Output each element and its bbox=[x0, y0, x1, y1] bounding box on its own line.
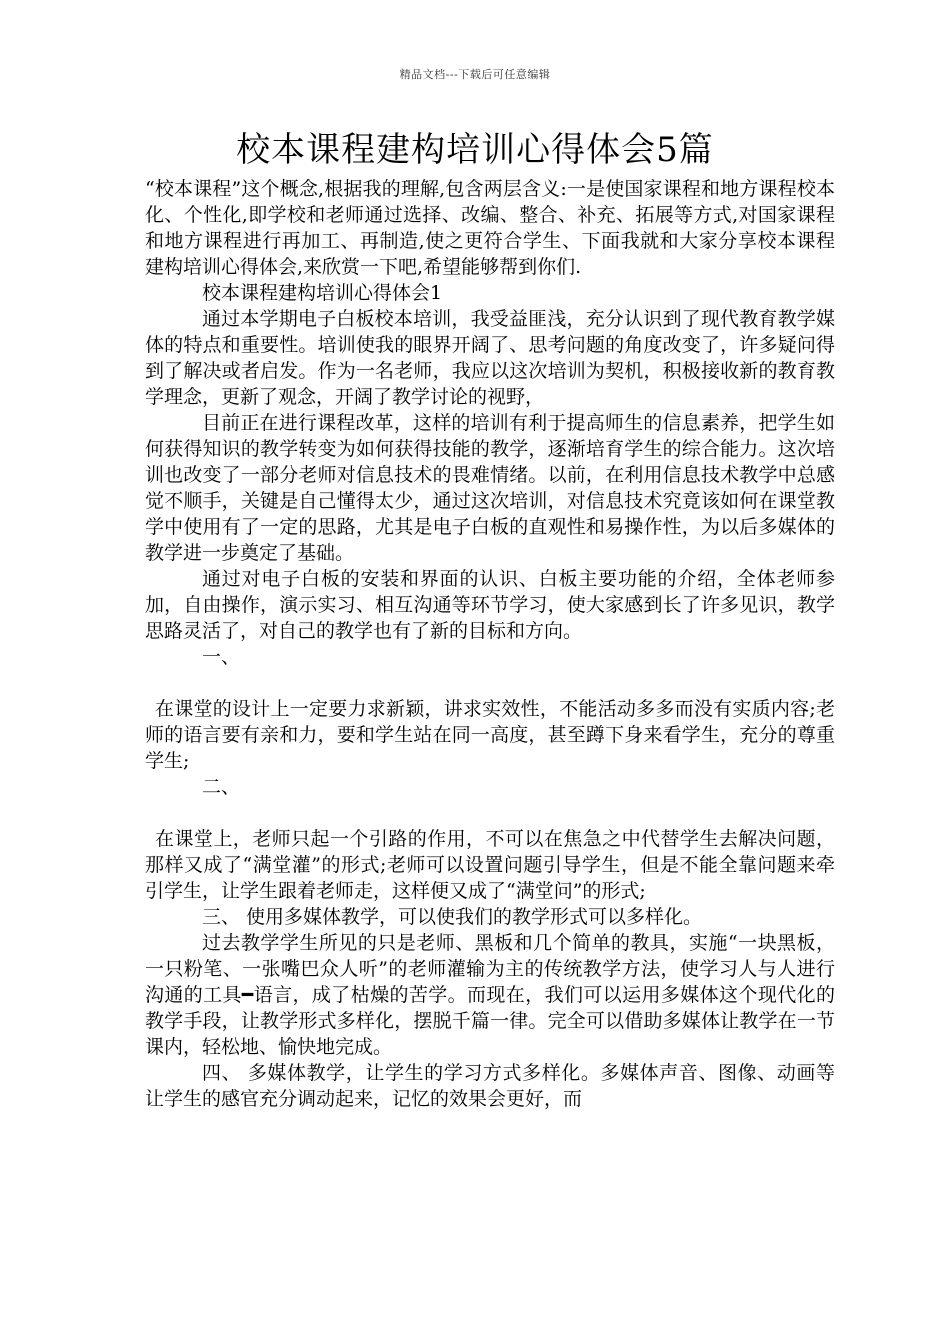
body-paragraph: 通过对电子白板的安装和界面的认识、白板主要功能的介绍，全体老师参加，自由操作，演示实习、相互沟通等环节学习，使大家感到长了许多见识，教学思路灵活了，对自己的教学也有了新的目标和方向。 bbox=[145, 568, 835, 642]
intro-paragraph: “校本课程”这个概念,根据我的理解,包含两层含义:一是使国家课程和地方课程校本化、个性化,即学校和老师通过选择、改编、整合、补充、拓展等方式,对国家课程和地方课程进行再加工、再制造,使之更符合学生、下面我就和大家分享校本课程建构培训心得体会,来欣赏一下吧,希望能够帮到你们. bbox=[145, 178, 835, 278]
header-note: 精品文档---下载后可任意编辑 bbox=[399, 68, 551, 81]
list-item-three: 三、 使用多媒体教学，可以使我们的教学形式可以多样化。 bbox=[202, 906, 703, 928]
blank-line bbox=[145, 670, 835, 696]
body-paragraph: 在课堂上，老师只起一个引路的作用，不可以在焦急之中代替学生去解决问题，那样又成了“满堂灌”的形式;老师可以设置问题引导学生，但是不能全靠问题来牵引学生，让学生跟着老师走，这样便又成了“满堂问”的形式; bbox=[145, 828, 835, 902]
body-paragraph: 在课堂的设计上一定要力求新颖，讲求实效性，不能活动多多而没有实质内容;老师的语言要有亲和力，要和学生站在同一高度，甚至蹲下身来看学生，充分的尊重学生; bbox=[145, 698, 835, 772]
body-paragraph: 通过本学期电子白板校本培训，我受益匪浅，充分认识到了现代教育教学媒体的特点和重要性。培训使我的眼界开阔了、思考问题的角度改变了，许多疑问得到了解决或者启发。作为一名老师，我应以这次培训为契机，积极接收新的教育教学理念，更新了观念，开阔了教学讨论的视野， bbox=[145, 308, 835, 408]
document-body bbox=[145, 176, 835, 1112]
document-title: 校本课程建构培训心得体会5篇 bbox=[236, 130, 714, 170]
body-paragraph: 过去教学学生所见的只是老师、黑板和几个简单的教具，实施“一块黑板，一只粉笔、一张嘴巴众人听”的老师灌输为主的传统教学方法，使学习人与人进行沟通的工具━语言，成了枯燥的苦学。而现在，我们可以运用多媒体这个现代化的教学手段，让教学形式多样化，摆脱千篇一律。完全可以借助多媒体让教学在一节课内，轻松地、愉快地完成。 bbox=[145, 932, 835, 1058]
list-item-four: 四、 多媒体教学，让学生的学习方式多样化。多媒体声音、图像、动画等让学生的感官充分调动起来，记忆的效果会更好，而 bbox=[145, 1062, 835, 1110]
list-marker-one: 一、 bbox=[202, 646, 241, 668]
list-marker-two: 二、 bbox=[202, 776, 241, 798]
blank-line bbox=[145, 800, 835, 826]
body-paragraph: 目前正在进行课程改革，这样的培训有利于提高师生的信息素养，把学生如何获得知识的教学转变为如何获得技能的教学，逐渐培育学生的综合能力。这次培训也改变了一部分老师对信息技术的畏难情绪。以前，在利用信息技术教学中总感觉不顺手，关键是自己懂得太少，通过这次培训，对信息技术究竟该如何在课堂教学中使用有了一定的思路，尤其是电子白板的直观性和易操作性，为以后多媒体的教学进一步奠定了基础。 bbox=[145, 412, 835, 564]
section-heading-1: 校本课程建构培训心得体会1 bbox=[202, 282, 443, 304]
